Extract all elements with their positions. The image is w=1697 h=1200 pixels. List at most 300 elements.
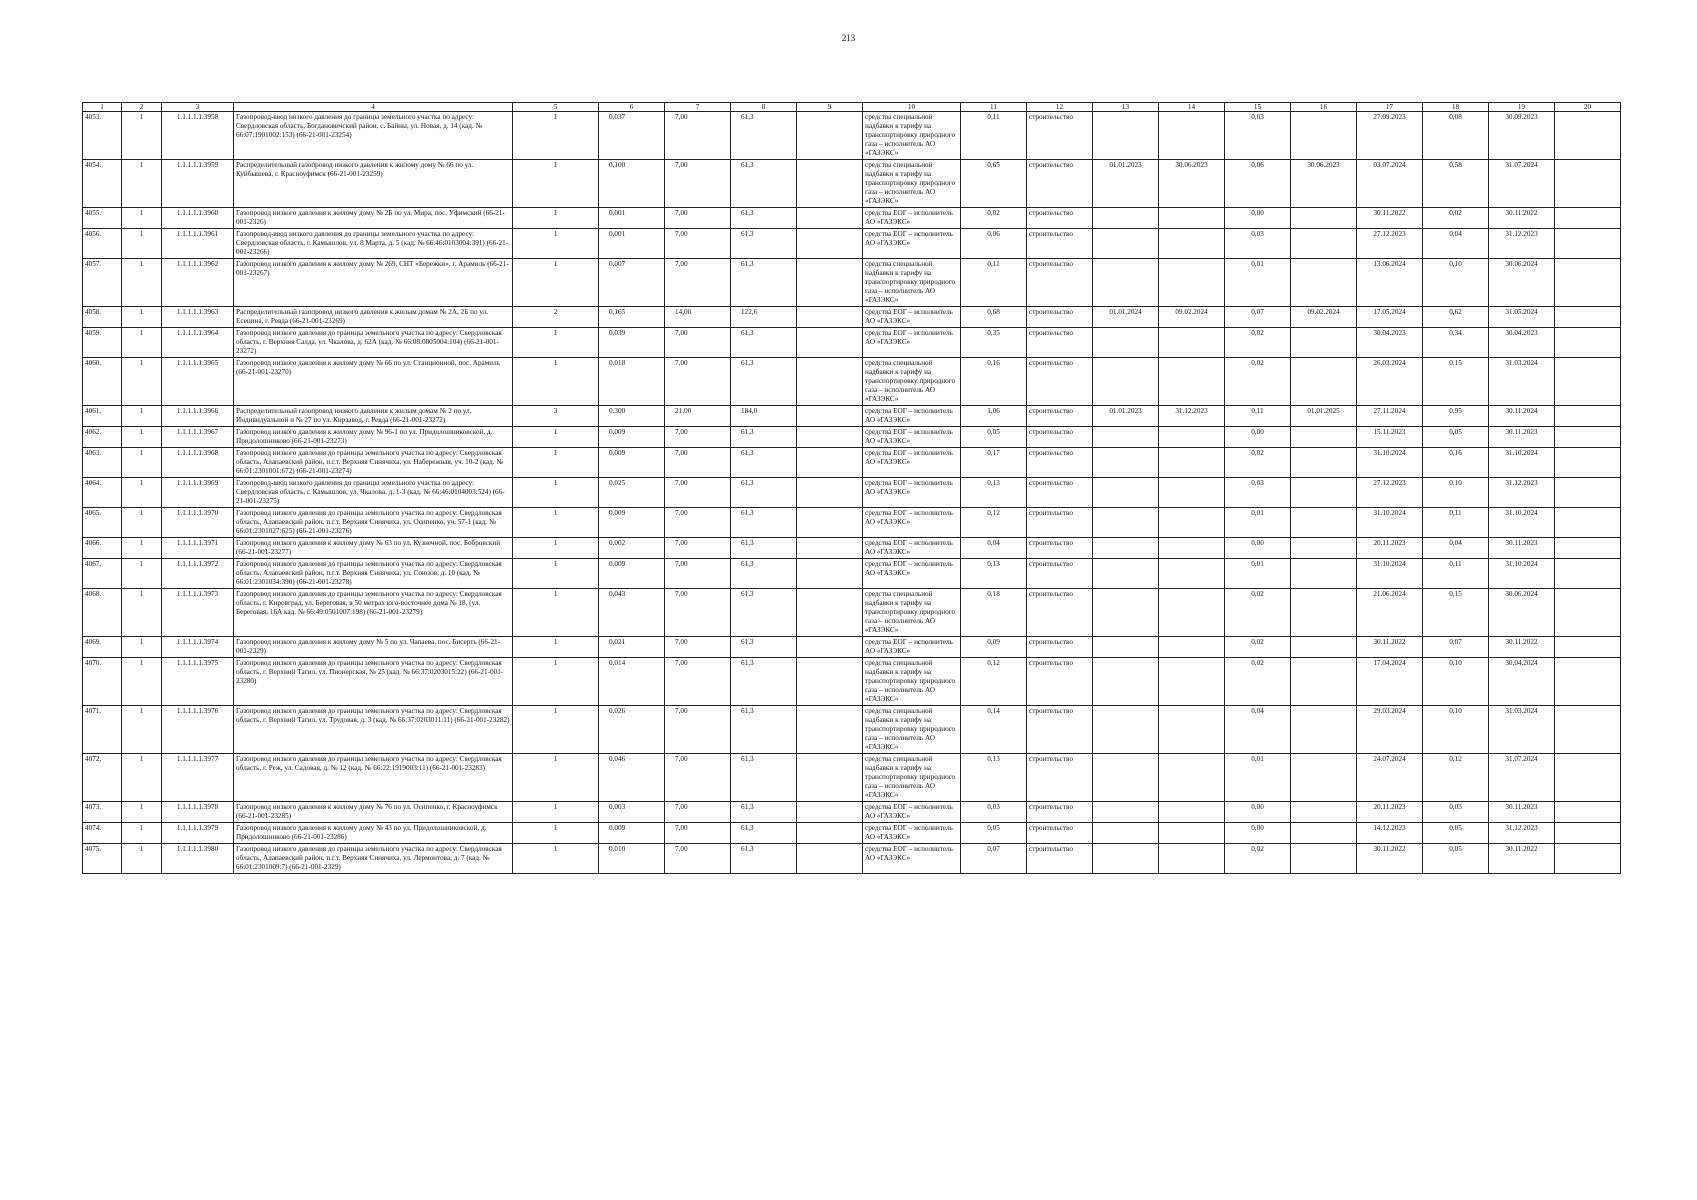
empty-cell — [1555, 208, 1621, 229]
work-type-cell: строительство — [1027, 259, 1093, 307]
volume-cell: 61,3 — [731, 229, 797, 259]
value-cell: 0,10 — [1423, 658, 1489, 706]
row-number: 4067. — [83, 559, 122, 589]
start-date-cell — [1093, 358, 1159, 406]
group-cell: 1 — [122, 637, 162, 658]
cost-cell: 1,06 — [961, 406, 1027, 427]
value-cell: 0,95 — [1423, 406, 1489, 427]
start-date-cell: 01.01.2023 — [1093, 406, 1159, 427]
value-cell: 0,03 — [1225, 478, 1291, 508]
cost-cell: 0,05 — [961, 823, 1027, 844]
empty-cell — [797, 307, 863, 328]
value-cell: 0,11 — [1225, 406, 1291, 427]
row-number: 4057. — [83, 259, 122, 307]
start-date-cell — [1093, 112, 1159, 160]
date-cell — [1291, 358, 1357, 406]
length-cell: 0,037 — [599, 112, 665, 160]
group-cell: 1 — [122, 823, 162, 844]
empty-cell — [1555, 706, 1621, 754]
value-cell: 0,04 — [1225, 706, 1291, 754]
empty-cell — [1555, 229, 1621, 259]
column-number-header: 15 — [1225, 103, 1291, 112]
column-number-header: 4 — [234, 103, 513, 112]
capacity-cell: 7,00 — [665, 229, 731, 259]
volume-cell: 61,3 — [731, 823, 797, 844]
deadline-cell: 30.11.2022 — [1489, 844, 1555, 874]
count-cell: 1 — [513, 538, 599, 559]
column-number-header: 6 — [599, 103, 665, 112]
date-cell — [1291, 844, 1357, 874]
row-number: 4063. — [83, 448, 122, 478]
deadline-cell: 30.04.2023 — [1489, 328, 1555, 358]
deadline-cell: 31.12.2023 — [1489, 478, 1555, 508]
row-number: 4062. — [83, 427, 122, 448]
code-cell: 1.1.1.1.1.3967 — [162, 427, 234, 448]
object-name-cell: Газопровод низкого давления до границы земельного участка по адресу: Свердловская область, Алапаевский район, п.г.т. Верхняя Синячиха, ул. Набережная, уч. 10-2 (кад. № 66:01:2301001:672) (66-21-001-23274) — [234, 448, 513, 478]
code-cell: 1.1.1.1.1.3977 — [162, 754, 234, 802]
group-cell: 1 — [122, 448, 162, 478]
volume-cell: 61,3 — [731, 358, 797, 406]
row-number: 4066. — [83, 538, 122, 559]
date-cell: 01.01.2025 — [1291, 406, 1357, 427]
volume-cell: 61,3 — [731, 208, 797, 229]
end-date-cell — [1159, 427, 1225, 448]
object-name-cell: Газопровод низкого давления до границы земельного участка по адресу: Свердловская область, г. Верхний Тагил, ул. Пионерская, № 25 (кад. № 66:37:0203015:22) (66-21-001-23280) — [234, 658, 513, 706]
completion-date-cell: 20.11.2023 — [1357, 802, 1423, 823]
count-cell: 1 — [513, 637, 599, 658]
count-cell: 1 — [513, 229, 599, 259]
deadline-cell: 31.07.2024 — [1489, 160, 1555, 208]
column-number-header: 17 — [1357, 103, 1423, 112]
capacity-cell: 7,00 — [665, 559, 731, 589]
capacity-cell: 7,00 — [665, 538, 731, 559]
empty-cell — [1555, 478, 1621, 508]
volume-cell: 61,3 — [731, 448, 797, 478]
row-number: 4061. — [83, 406, 122, 427]
empty-cell — [797, 637, 863, 658]
volume-cell: 61,3 — [731, 637, 797, 658]
volume-cell: 61,3 — [731, 844, 797, 874]
value-cell: 0,16 — [1423, 448, 1489, 478]
column-number-header: 7 — [665, 103, 731, 112]
date-cell — [1291, 328, 1357, 358]
table-row — [83, 559, 1621, 589]
deadline-cell: 31.05.2024 — [1489, 307, 1555, 328]
date-cell — [1291, 538, 1357, 559]
empty-cell — [797, 589, 863, 637]
funding-source-cell: средства специальной надбавки к тарифу на транспортировку природного газа – исполнитель АО «ГАЗЭКС» — [863, 589, 961, 637]
length-cell: 0,014 — [599, 658, 665, 706]
volume-cell: 61,3 — [731, 427, 797, 448]
group-cell: 1 — [122, 406, 162, 427]
value-cell: 0,05 — [1423, 823, 1489, 844]
row-number: 4071. — [83, 706, 122, 754]
empty-cell — [797, 478, 863, 508]
funding-source-cell: средства ЕОГ – исполнитель АО «ГАЗЭКС» — [863, 802, 961, 823]
capacity-cell: 7,00 — [665, 706, 731, 754]
start-date-cell — [1093, 706, 1159, 754]
start-date-cell — [1093, 229, 1159, 259]
value-cell: 0,07 — [1423, 637, 1489, 658]
count-cell: 1 — [513, 844, 599, 874]
length-cell: 0,009 — [599, 427, 665, 448]
funding-source-cell: средства ЕОГ – исполнитель АО «ГАЗЭКС» — [863, 637, 961, 658]
start-date-cell: 01.01.2024 — [1093, 307, 1159, 328]
table-row — [83, 706, 1621, 754]
end-date-cell: 09.02.2024 — [1159, 307, 1225, 328]
start-date-cell — [1093, 328, 1159, 358]
code-cell: 1.1.1.1.1.3978 — [162, 802, 234, 823]
capacity-cell: 7,00 — [665, 427, 731, 448]
work-type-cell: строительство — [1027, 589, 1093, 637]
capacity-cell: 7,00 — [665, 478, 731, 508]
end-date-cell: 31.12.2023 — [1159, 406, 1225, 427]
group-cell: 1 — [122, 844, 162, 874]
object-name-cell: Газопровод низкого давления к жилому дому № 66 по ул. Станционной, пос. Арамиль (66-21-001-23270) — [234, 358, 513, 406]
deadline-cell: 31.07.2024 — [1489, 754, 1555, 802]
length-cell: 0,001 — [599, 208, 665, 229]
date-cell — [1291, 478, 1357, 508]
cost-cell: 0,09 — [961, 637, 1027, 658]
work-type-cell: строительство — [1027, 706, 1093, 754]
deadline-cell: 31.03.2024 — [1489, 358, 1555, 406]
table-row — [83, 802, 1621, 823]
value-cell: 0,10 — [1423, 259, 1489, 307]
funding-source-cell: средства ЕОГ – исполнитель АО «ГАЗЭКС» — [863, 823, 961, 844]
capacity-cell: 7,00 — [665, 358, 731, 406]
volume-cell: 61,3 — [731, 112, 797, 160]
row-number: 4060. — [83, 358, 122, 406]
table-row — [83, 427, 1621, 448]
capacity-cell: 7,00 — [665, 160, 731, 208]
end-date-cell — [1159, 448, 1225, 478]
empty-cell — [797, 259, 863, 307]
count-cell: 1 — [513, 754, 599, 802]
empty-cell — [1555, 589, 1621, 637]
value-cell: 0,02 — [1225, 637, 1291, 658]
object-name-cell: Распределительный газопровод низкого давления к жилым домам № 2 по ул. Индивидуальной и № 27 по ул. Кирзавод, г. Ревда (66-21-001-23272) — [234, 406, 513, 427]
table-row — [83, 637, 1621, 658]
date-cell — [1291, 754, 1357, 802]
start-date-cell — [1093, 589, 1159, 637]
empty-cell — [797, 229, 863, 259]
count-cell: 1 — [513, 112, 599, 160]
work-type-cell: строительство — [1027, 208, 1093, 229]
column-number-header: 14 — [1159, 103, 1225, 112]
empty-cell — [1555, 259, 1621, 307]
empty-cell — [1555, 358, 1621, 406]
volume-cell: 61,3 — [731, 478, 797, 508]
value-cell: 0,00 — [1225, 802, 1291, 823]
object-name-cell: Газопровод низкого давления к жилому дому № 2Б по ул. Мира, пос. Уфимский (66-21-001-2326) — [234, 208, 513, 229]
count-cell: 1 — [513, 802, 599, 823]
completion-date-cell: 27.12.2023 — [1357, 478, 1423, 508]
work-type-cell: строительство — [1027, 538, 1093, 559]
length-cell: 0,009 — [599, 508, 665, 538]
cost-cell: 0,11 — [961, 259, 1027, 307]
start-date-cell — [1093, 823, 1159, 844]
empty-cell — [1555, 112, 1621, 160]
deadline-cell: 30.06.2024 — [1489, 589, 1555, 637]
value-cell: 0,62 — [1423, 307, 1489, 328]
count-cell: 1 — [513, 358, 599, 406]
code-cell: 1.1.1.1.1.3971 — [162, 538, 234, 559]
code-cell: 1.1.1.1.1.3965 — [162, 358, 234, 406]
deadline-cell: 30.09.2023 — [1489, 112, 1555, 160]
volume-cell: 61,3 — [731, 706, 797, 754]
work-type-cell: строительство — [1027, 508, 1093, 538]
group-cell: 1 — [122, 559, 162, 589]
start-date-cell — [1093, 448, 1159, 478]
volume-cell: 61,3 — [731, 589, 797, 637]
deadline-cell: 31.12.2023 — [1489, 229, 1555, 259]
object-name-cell: Газопровод низкого давления к жилому дому № 96-1 по ул. Придолошниковской, д. Придолошниково (66-21-001-23273) — [234, 427, 513, 448]
column-number-header: 16 — [1291, 103, 1357, 112]
object-name-cell: Газопровод низкого давления до границы земельного участка по адресу: Свердловская область, Алапаевский район, п.г.т. Верхняя Синячиха, ул. Осипенко, уч. 57-1 (кад. № 66:01:2301027:625) (66-21-001-23276) — [234, 508, 513, 538]
volume-cell: 61,3 — [731, 802, 797, 823]
table-row — [83, 112, 1621, 160]
completion-date-cell: 30.11.2022 — [1357, 844, 1423, 874]
empty-cell — [1555, 448, 1621, 478]
group-cell: 1 — [122, 754, 162, 802]
cost-cell: 0,05 — [961, 427, 1027, 448]
value-cell: 0,05 — [1423, 427, 1489, 448]
length-cell: 0,021 — [599, 637, 665, 658]
completion-date-cell: 27.12.2023 — [1357, 229, 1423, 259]
object-name-cell: Газопровод низкого давления к жилому дому № 63 по ул. Кузнечной, пос. Бобровский (66-21-001-23277) — [234, 538, 513, 559]
end-date-cell — [1159, 589, 1225, 637]
table-row — [83, 448, 1621, 478]
length-cell: 0,009 — [599, 448, 665, 478]
end-date-cell — [1159, 508, 1225, 538]
date-cell — [1291, 589, 1357, 637]
end-date-cell — [1159, 844, 1225, 874]
capacity-cell: 7,00 — [665, 448, 731, 478]
completion-date-cell: 29.03.2024 — [1357, 706, 1423, 754]
value-cell: 0,11 — [1423, 508, 1489, 538]
column-number-row — [83, 103, 1621, 112]
completion-date-cell: 27.11.2024 — [1357, 406, 1423, 427]
count-cell: 2 — [513, 307, 599, 328]
volume-cell: 61,3 — [731, 259, 797, 307]
cost-cell: 0,03 — [961, 802, 1027, 823]
empty-cell — [797, 406, 863, 427]
start-date-cell: 01.01.2023 — [1093, 160, 1159, 208]
table-row — [83, 406, 1621, 427]
volume-cell: 61,3 — [731, 160, 797, 208]
work-type-cell: строительство — [1027, 802, 1093, 823]
row-number: 4072. — [83, 754, 122, 802]
value-cell: 0,00 — [1225, 538, 1291, 559]
code-cell: 1.1.1.1.1.3966 — [162, 406, 234, 427]
completion-date-cell: 14.12.2023 — [1357, 823, 1423, 844]
value-cell: 0,34 — [1423, 328, 1489, 358]
value-cell: 0,15 — [1423, 358, 1489, 406]
start-date-cell — [1093, 538, 1159, 559]
cost-cell: 0,14 — [961, 706, 1027, 754]
value-cell: 0,00 — [1225, 427, 1291, 448]
cost-cell: 0,13 — [961, 478, 1027, 508]
end-date-cell — [1159, 823, 1225, 844]
object-name-cell: Газопровод низкого давления до границы земельного участка по адресу: Свердловская область, Алапаевский район, п.г.т. Верхняя Синячиха, ул. Союзов, д. 10 (кад. № 66:01:2301034:390) (66-21-001-23278) — [234, 559, 513, 589]
start-date-cell — [1093, 559, 1159, 589]
date-cell — [1291, 259, 1357, 307]
length-cell: 0,043 — [599, 589, 665, 637]
length-cell: 0,039 — [599, 328, 665, 358]
column-number-header: 3 — [162, 103, 234, 112]
value-cell: 0,02 — [1423, 208, 1489, 229]
page-number: 213 — [841, 33, 856, 43]
deadline-cell: 31.03.2024 — [1489, 706, 1555, 754]
table-row — [83, 160, 1621, 208]
deadline-cell: 30.06.2024 — [1489, 259, 1555, 307]
value-cell: 0,04 — [1423, 229, 1489, 259]
funding-source-cell: средства ЕОГ – исполнитель АО «ГАЗЭКС» — [863, 229, 961, 259]
code-cell: 1.1.1.1.1.3964 — [162, 328, 234, 358]
code-cell: 1.1.1.1.1.3970 — [162, 508, 234, 538]
row-number: 4058. — [83, 307, 122, 328]
object-name-cell: Газопровод низкого давления к жилому дому № 43 по ул. Придолошниковской, д. Придолошниково (66-21-001-23286) — [234, 823, 513, 844]
work-type-cell: строительство — [1027, 637, 1093, 658]
date-cell — [1291, 448, 1357, 478]
value-cell: 0,02 — [1225, 448, 1291, 478]
completion-date-cell: 21.06.2024 — [1357, 589, 1423, 637]
row-number: 4065. — [83, 508, 122, 538]
group-cell: 1 — [122, 160, 162, 208]
funding-source-cell: средства ЕОГ – исполнитель АО «ГАЗЭКС» — [863, 508, 961, 538]
completion-date-cell: 31.10.2024 — [1357, 508, 1423, 538]
table-row — [83, 229, 1621, 259]
deadline-cell: 30.04.2024 — [1489, 658, 1555, 706]
value-cell: 0,07 — [1225, 307, 1291, 328]
code-cell: 1.1.1.1.1.3973 — [162, 589, 234, 637]
start-date-cell — [1093, 478, 1159, 508]
start-date-cell — [1093, 658, 1159, 706]
date-cell — [1291, 658, 1357, 706]
start-date-cell — [1093, 637, 1159, 658]
object-name-cell: Газопровод-ввод низкого давления до границы земельного участка по адресу: Свердловская область, Богдановичский район, с. Байны, ул. Новая, д. 14 (кад. № 66:07:1901002:153) (66-21-001-23254) — [234, 112, 513, 160]
date-cell: 09.02.2024 — [1291, 307, 1357, 328]
value-cell: 0,04 — [1423, 538, 1489, 559]
count-cell: 1 — [513, 208, 599, 229]
volume-cell: 122,6 — [731, 307, 797, 328]
group-cell: 1 — [122, 508, 162, 538]
value-cell: 0,02 — [1225, 589, 1291, 637]
code-cell: 1.1.1.1.1.3962 — [162, 259, 234, 307]
empty-cell — [797, 538, 863, 559]
table-row — [83, 208, 1621, 229]
row-number: 4075. — [83, 844, 122, 874]
end-date-cell — [1159, 658, 1225, 706]
group-cell: 1 — [122, 478, 162, 508]
column-number-header: 11 — [961, 103, 1027, 112]
cost-cell: 0,13 — [961, 559, 1027, 589]
column-number-header: 8 — [731, 103, 797, 112]
table-row — [83, 754, 1621, 802]
empty-cell — [1555, 844, 1621, 874]
funding-source-cell: средства специальной надбавки к тарифу на транспортировку природного газа – исполнитель АО «ГАЗЭКС» — [863, 706, 961, 754]
length-cell: 0,010 — [599, 844, 665, 874]
value-cell: 0,58 — [1423, 160, 1489, 208]
code-cell: 1.1.1.1.1.3972 — [162, 559, 234, 589]
object-name-cell: Газопровод низкого давления к жилому дому № 76 по ул. Осипенко, г. Красноуфимск (66-21-001-23285) — [234, 802, 513, 823]
table-row — [83, 478, 1621, 508]
funding-source-cell: средства ЕОГ – исполнитель АО «ГАЗЭКС» — [863, 559, 961, 589]
column-number-header: 12 — [1027, 103, 1093, 112]
funding-source-cell: средства специальной надбавки к тарифу на транспортировку природного газа – исполнитель АО «ГАЗЭКС» — [863, 358, 961, 406]
table-row — [83, 307, 1621, 328]
length-cell: 0,165 — [599, 307, 665, 328]
completion-date-cell: 13.06.2024 — [1357, 259, 1423, 307]
capacity-cell: 7,00 — [665, 508, 731, 538]
group-cell: 1 — [122, 427, 162, 448]
date-cell — [1291, 427, 1357, 448]
object-name-cell: Газопровод низкого давления до границы земельного участка по адресу: Свердловская область, г. Кировград, ул. Береговая, в 50 метрах юго-восточнее дома № 18, (ул. Береговая, 16А кад. № 66:49:0501007:198) (66-21-001-23279) — [234, 589, 513, 637]
capacity-cell: 7,00 — [665, 658, 731, 706]
capacity-cell: 7,00 — [665, 112, 731, 160]
start-date-cell — [1093, 208, 1159, 229]
deadline-cell: 31.10.2024 — [1489, 559, 1555, 589]
value-cell: 0,02 — [1225, 844, 1291, 874]
value-cell: 0,10 — [1423, 706, 1489, 754]
capacity-cell: 7,00 — [665, 328, 731, 358]
value-cell: 0,02 — [1225, 658, 1291, 706]
code-cell: 1.1.1.1.1.3963 — [162, 307, 234, 328]
completion-date-cell: 17.04.2024 — [1357, 658, 1423, 706]
end-date-cell — [1159, 112, 1225, 160]
capacity-cell: 7,00 — [665, 637, 731, 658]
volume-cell: 61,3 — [731, 328, 797, 358]
object-name-cell: Газопровод низкого давления до границы земельного участка по адресу: Свердловская область, Алапаевский район, п.г.т. Верхняя Синячиха, ул. Лермонтова, д. 7 (кад. № 66:01:2301009:7) (66-21-001-2329) — [234, 844, 513, 874]
cost-cell: 0,12 — [961, 508, 1027, 538]
group-cell: 1 — [122, 802, 162, 823]
count-cell: 1 — [513, 259, 599, 307]
column-number-header: 5 — [513, 103, 599, 112]
date-cell — [1291, 802, 1357, 823]
empty-cell — [797, 823, 863, 844]
length-cell: 0,046 — [599, 754, 665, 802]
table-row — [83, 328, 1621, 358]
empty-cell — [1555, 307, 1621, 328]
cost-cell: 0,02 — [961, 208, 1027, 229]
empty-cell — [797, 427, 863, 448]
row-number: 4070. — [83, 658, 122, 706]
volume-cell: 61,3 — [731, 538, 797, 559]
funding-source-cell: средства ЕОГ – исполнитель АО «ГАЗЭКС» — [863, 448, 961, 478]
table-row — [83, 589, 1621, 637]
end-date-cell — [1159, 358, 1225, 406]
end-date-cell — [1159, 538, 1225, 559]
end-date-cell — [1159, 229, 1225, 259]
cost-cell: 0,11 — [961, 112, 1027, 160]
group-cell: 1 — [122, 307, 162, 328]
completion-date-cell: 27.09.2023 — [1357, 112, 1423, 160]
funding-source-cell: средства специальной надбавки к тарифу на транспортировку природного газа – исполнитель АО «ГАЗЭКС» — [863, 112, 961, 160]
row-number: 4068. — [83, 589, 122, 637]
funding-source-cell: средства специальной надбавки к тарифу на транспортировку природного газа – исполнитель АО «ГАЗЭКС» — [863, 754, 961, 802]
capacity-cell: 21,00 — [665, 406, 731, 427]
funding-source-cell: средства ЕОГ – исполнитель АО «ГАЗЭКС» — [863, 538, 961, 559]
value-cell: 0,15 — [1423, 589, 1489, 637]
empty-cell — [1555, 508, 1621, 538]
count-cell: 1 — [513, 658, 599, 706]
start-date-cell — [1093, 754, 1159, 802]
capacity-cell: 7,00 — [665, 802, 731, 823]
value-cell: 0,01 — [1225, 754, 1291, 802]
code-cell: 1.1.1.1.1.3975 — [162, 658, 234, 706]
capacity-cell: 7,00 — [665, 754, 731, 802]
work-type-cell: строительство — [1027, 358, 1093, 406]
